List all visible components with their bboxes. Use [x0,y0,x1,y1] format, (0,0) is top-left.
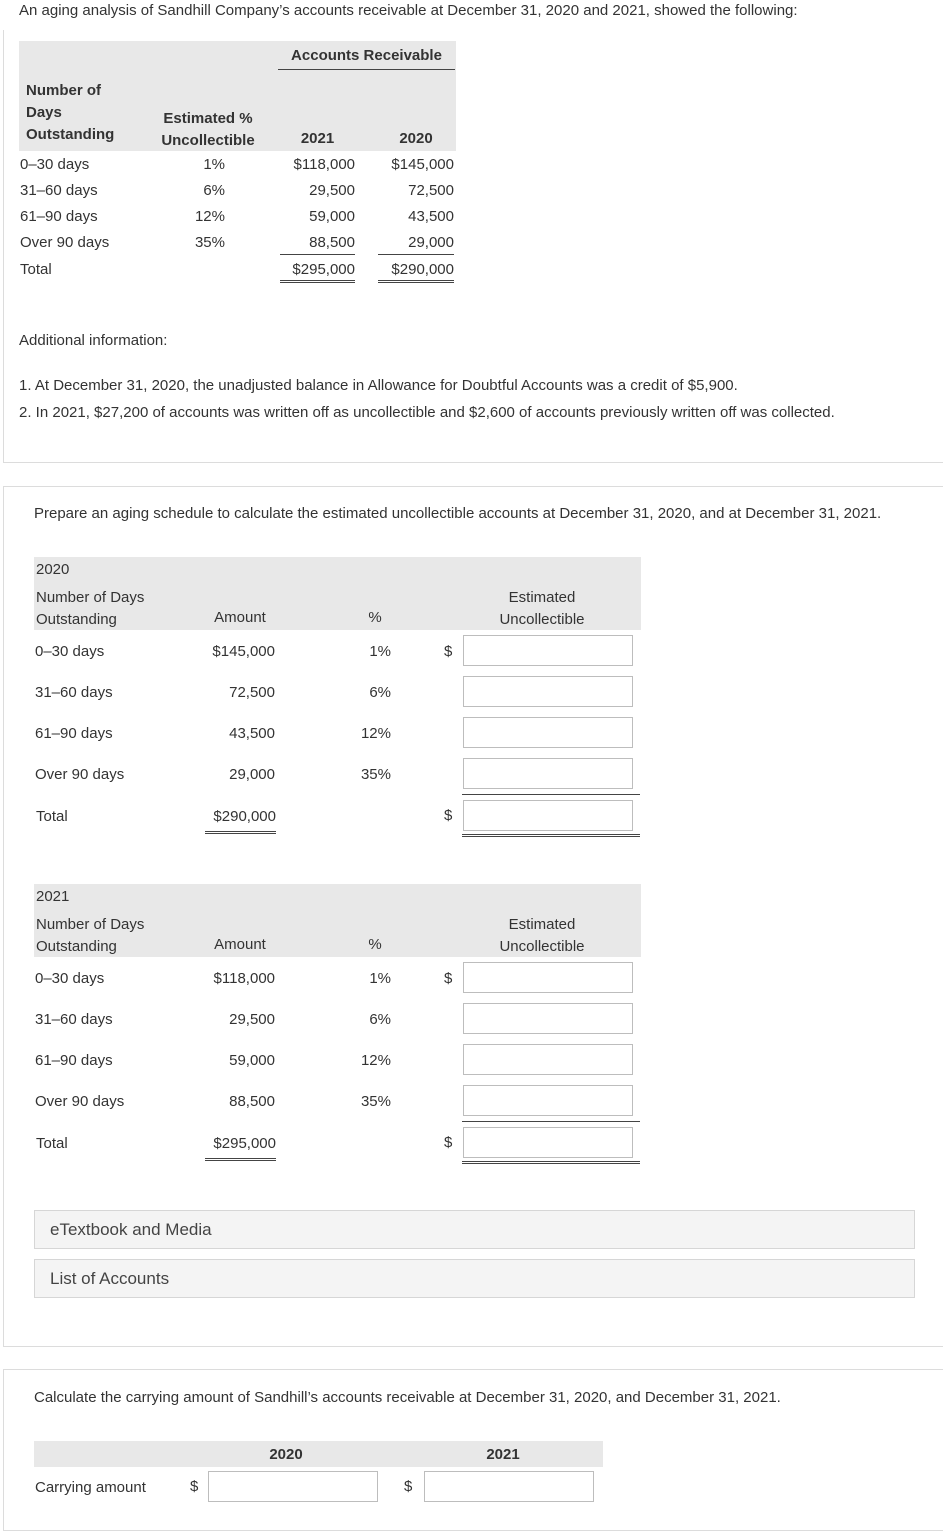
carrying-amount-2020-input[interactable] [208,1471,378,1502]
col-pct-header: Estimated % Uncollectible [161,110,255,149]
schedule-row-amount: $118,000 [213,970,275,987]
info-item: 1. At December 31, 2020, the unadjusted balance in Allowance for Doubtful Accounts was a credit of $5,900. [19,377,738,394]
schedule-row-amount: 29,000 [229,766,275,783]
schedule-row-pct: 1% [369,970,391,987]
dollar-sign: $ [444,643,453,660]
est-uncollectible-2021-total-input[interactable] [463,1127,633,1158]
schedule-row-pct: 35% [360,766,391,783]
dollar-sign: $ [444,1134,453,1151]
est-uncollectible-2021-0-30-input[interactable] [463,962,633,993]
schedule-2021-year: 2021 [36,888,70,905]
est-uncollectible-2020-total-input[interactable] [463,800,633,831]
schedule-row-pct: 1% [369,643,391,660]
info-item: 2. In 2021, $27,200 of accounts was written off as uncollectible and $2,600 of accounts previously written off was collected. [19,404,835,421]
etextbook-media-button[interactable]: eTextbook and Media [34,1210,915,1249]
schedule-row-amount: 43,500 [229,725,275,742]
ar-group-header: Accounts Receivable [278,47,455,70]
schedule-row-days: 61–90 days [35,1052,113,1069]
schedule-row-days: Over 90 days [35,1093,125,1110]
schedule-row-amount: 72,500 [229,684,275,701]
aging-row-days: 31–60 days [20,182,98,199]
aging-total-label: Total [20,261,52,278]
part2-prompt: Calculate the carrying amount of Sandhill’s accounts receivable at December 31, 2020, and December 31, 2021. [34,1389,781,1406]
dollar-sign: $ [404,1478,413,1495]
aging-row-days: 0–30 days [20,156,90,173]
schedule-2020-amount-header: Amount [214,609,266,626]
schedule-row-pct: 12% [360,725,391,742]
aging-row-2020: 43,500 [408,208,454,225]
aging-row-pct: 6% [203,182,225,199]
schedule-2020-days-header: Number of Days Outstanding [36,589,145,628]
carrying-2021-header: 2021 [486,1446,520,1463]
aging-row-2021: 88,500 [280,234,355,255]
intro-text: An aging analysis of Sandhill Company’s accounts receivable at December 31, 2020 and 2021, showed the following: [19,2,798,19]
schedule-row-amount: 59,000 [229,1052,275,1069]
est-uncollectible-2020-31-60-input[interactable] [463,676,633,707]
schedule-row-days: Over 90 days [35,766,125,783]
schedule-total-amount: $295,000 [205,1135,276,1161]
part1-prompt: Prepare an aging schedule to calculate the estimated uncollectible accounts at December 31, 2020, and at December 31, 2021. [34,505,882,522]
schedule-row-days: 61–90 days [35,725,113,742]
schedule-2020-pct-header: % [368,609,382,626]
est-uncollectible-2020-over-90-input[interactable] [463,758,633,789]
schedule-2020-year: 2020 [36,561,70,578]
aging-row-2021: $118,000 [293,156,355,173]
schedule-2021-est-header: Estimated Uncollectible [499,916,585,955]
subtotal-rule [462,1121,640,1122]
schedule-2021-pct-header: % [368,936,382,953]
aging-row-pct: 1% [203,156,225,173]
schedule-row-pct: 6% [369,1011,391,1028]
est-uncollectible-2021-61-90-input[interactable] [463,1044,633,1075]
carrying-amount-label: Carrying amount [35,1479,146,1496]
schedule-row-pct: 35% [360,1093,391,1110]
carrying-amount-2021-input[interactable] [424,1471,594,1502]
schedule-2021-days-header: Number of Days Outstanding [36,916,145,955]
aging-row-2020: 72,500 [408,182,454,199]
schedule-total-label: Total [36,1135,68,1152]
aging-total-2021: $295,000 [280,261,355,283]
aging-row-2020: 29,000 [378,234,454,255]
schedule-total-label: Total [36,808,68,825]
schedule-row-days: 0–30 days [35,970,105,987]
subtotal-rule [462,794,640,795]
schedule-row-days: 0–30 days [35,643,105,660]
est-uncollectible-2020-0-30-input[interactable] [463,635,633,666]
est-uncollectible-2021-31-60-input[interactable] [463,1003,633,1034]
est-uncollectible-2020-61-90-input[interactable] [463,717,633,748]
aging-row-2021: 29,500 [309,182,355,199]
schedule-row-amount: 88,500 [229,1093,275,1110]
dollar-sign: $ [444,970,453,987]
schedule-row-pct: 6% [369,684,391,701]
carrying-2020-header: 2020 [269,1446,303,1463]
aging-row-pct: 35% [194,234,225,251]
schedule-row-days: 31–60 days [35,684,113,701]
schedule-2021-amount-header: Amount [214,936,266,953]
schedule-row-amount: 29,500 [229,1011,275,1028]
aging-row-pct: 12% [194,208,225,225]
total-rule [462,1161,640,1164]
col-2021-header: 2021 [300,130,335,147]
schedule-row-amount: $145,000 [212,643,275,660]
schedule-total-amount: $290,000 [205,808,276,834]
total-rule [462,834,640,837]
est-uncollectible-2021-over-90-input[interactable] [463,1085,633,1116]
aging-row-2020: $145,000 [391,156,454,173]
aging-row-days: 61–90 days [20,208,98,225]
schedule-2020-est-header: Estimated Uncollectible [499,589,585,628]
col-days-header: Number of Days Outstanding [26,82,115,143]
schedule-row-pct: 12% [360,1052,391,1069]
dollar-sign: $ [190,1478,199,1495]
aging-row-2021: 59,000 [309,208,355,225]
col-2020-header: 2020 [399,130,433,147]
schedule-row-days: 31–60 days [35,1011,113,1028]
aging-row-days: Over 90 days [20,234,110,251]
dollar-sign: $ [444,807,453,824]
aging-total-2020: $290,000 [378,261,454,283]
list-of-accounts-button[interactable]: List of Accounts [34,1259,915,1298]
additional-info-label: Additional information: [19,332,168,349]
